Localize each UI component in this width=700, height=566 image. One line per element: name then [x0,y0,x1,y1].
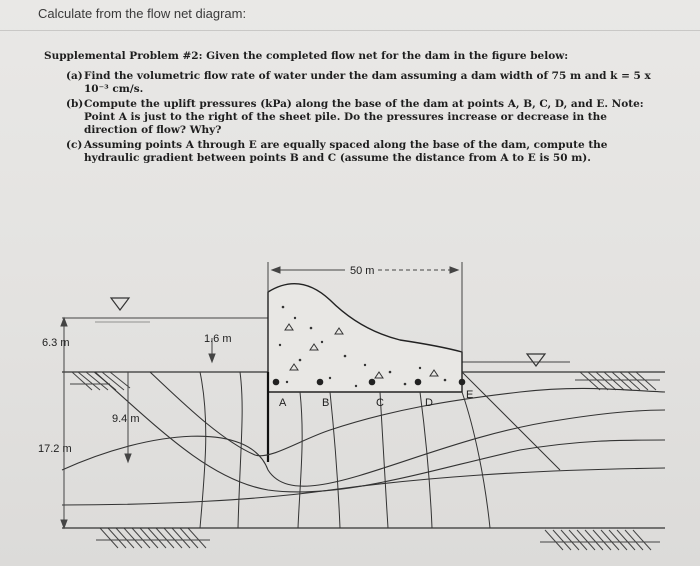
dam-width-label: 50 m [350,265,375,277]
stratum-depth-label: 17.2 m [38,443,72,455]
part-label: (b) [66,98,84,110]
problem-parts [44,70,664,165]
point-c-marker [369,379,376,386]
page-header: Calculate from the flow net diagram: [38,6,247,21]
point-a-label: A [279,397,287,409]
part-text: Assuming points A through E are equally spaced along the base of the dam, compute the hydraulic gradient between points B and C (assume the distance from A to E is 50 m). [84,139,608,164]
point-b-label: B [322,397,330,409]
part-label: (c) [66,139,83,151]
sheet-pile-depth-label: 9.4 m [112,413,140,425]
problem-part-c [44,139,664,165]
ground-hatch-upstream [70,372,130,390]
upstream-head-label: 6.3 m [42,337,70,349]
point-d-marker [415,379,422,386]
point-e-marker [459,379,466,386]
ground-hatch-downstream [575,372,660,390]
part-text: Compute the uplift pressures (kPa) along the base of the dam at points A, B, C, D, and E. Note: Point A is just to the right of the sheet pile. Do the pressures increase or decrease in the direction of flow? Why? [84,98,644,136]
point-d-label: D [425,397,433,409]
point-e-label: E [466,389,474,401]
point-a-marker [273,379,280,386]
problem-part-b [44,98,664,137]
part-text: Find the volumetric flow rate of water under the dam assuming a dam width of 75 m and k = 5 x 10⁻³ cm/s. [84,70,651,95]
part-label: (a) [66,70,83,82]
flow-net-diagram [0,210,700,566]
point-c-label: C [376,397,384,409]
problem-title: Supplemental Problem #2: Given the completed flow net for the dam in the figure below: [44,50,569,62]
equipotential-lines [200,372,560,528]
upstream-water-triangle [111,298,129,310]
point-b-marker [317,379,324,386]
problem-statement [44,50,664,167]
header-divider [0,30,700,31]
downstream-water-triangle [527,354,545,366]
problem-part-a [44,70,664,96]
ground-hatch-bottom-left [96,528,210,548]
downstream-head-label: 1.6 m [204,333,232,345]
ground-hatch-bottom-right [540,530,660,550]
